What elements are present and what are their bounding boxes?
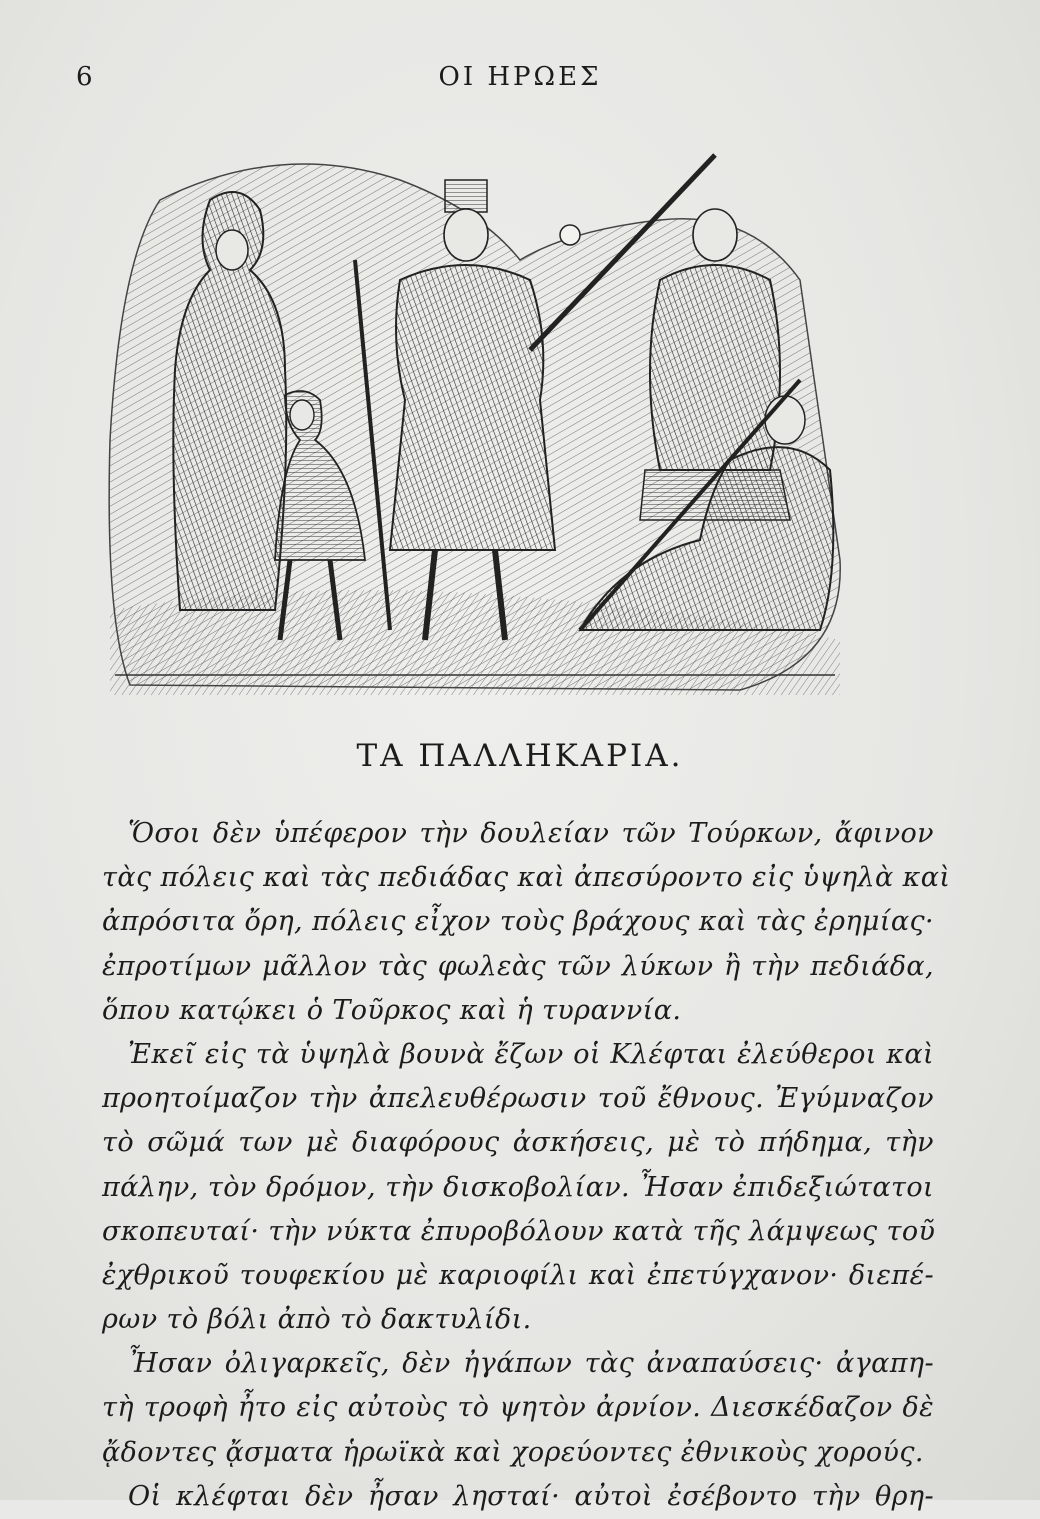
text-line: ὅπου κατῴκει ὁ Τοῦρκος καὶ ἡ τυραννία. [102,994,682,1026]
text-line: ἐχθρικοῦ τουφεκίου μὲ καριοφίλι καὶ ἐπετύγχανον· διεπέ- [102,1259,934,1291]
text-line: Ἦσαν ὀλιγαρκεῖς, δὲν ἠγάπων τὰς ἀναπαύσεις· ἀγαπη- [128,1348,934,1380]
text-line: τὴ τροφὴ ἦτο εἰς αὐτοὺς τὸ ψητὸν ἀρνίον. Διεσκέδαζον δὲ [102,1392,934,1424]
text-line: Ἐκεῖ εἰς τὰ ὑψηλὰ βουνὰ ἔζων οἱ Κλέφται ἐλεύθεροι καὶ [128,1038,934,1070]
paragraph-2 [102,1033,934,1342]
text-line: πάλην, τὸν δρόμον, τὴν δισκοβολίαν. Ἦσαν ἐπιδεξιώτατοι [102,1171,934,1203]
text-line: τὸ σῶμά των μὲ διαφόρους ἀσκήσεις, μὲ τὸ πήδημα, τὴν [102,1127,934,1159]
text-line: Οἱ κλέφται δὲν ἦσαν λησταί· αὐτοὶ ἐσέβοντο τὴν θρη- [128,1480,934,1512]
paragraph-4 [102,1475,934,1519]
text-line: ᾄδοντες ᾄσματα ἡρωϊκὰ καὶ χορεύοντες ἐθνικοὺς χορούς. [102,1436,924,1468]
text-line: ἀπρόσιτα ὄρη, πόλεις εἶχον τοὺς βράχους καὶ τὰς ἐρημίας· [102,906,934,938]
page-number: 6 [76,62,94,92]
text-line: τὰς πόλεις καὶ τὰς πεδιάδας καὶ ἀπεσύροντο εἰς ὑψηλὰ καὶ [102,862,951,894]
page-header [70,62,970,102]
engraving-illustration [100,140,845,700]
text-line: ἐπροτίμων μᾶλλον τὰς φωλεὰς τῶν λύκων ἢ τὴν πεδιάδα, [102,950,934,982]
running-title: ΟΙ ΗΡΩΕΣ [438,62,602,92]
chapter-title: ΤΑ ΠΑΛΛΗΚΑΡΙΑ. [356,738,684,774]
engraving-klephts-figures-icon [100,140,845,700]
paragraph-3 [102,1342,934,1475]
text-line: Ὅσοι δὲν ὑπέφερον τὴν δουλείαν τῶν Τούρκων, ἄφινον [128,818,934,849]
text-line: σκοπευταί· τὴν νύκτα ἐπυροβόλουν κατὰ τῆς λάμψεως τοῦ [102,1215,936,1247]
body-text [102,812,951,1519]
text-line: προητοίμαζον τὴν ἀπελευθέρωσιν τοῦ ἔθνους. Ἐγύμναζον [102,1083,934,1115]
paragraph-1 [102,812,951,1033]
text-line: ρων τὸ βόλι ἀπὸ τὸ δακτυλίδι. [102,1304,532,1336]
